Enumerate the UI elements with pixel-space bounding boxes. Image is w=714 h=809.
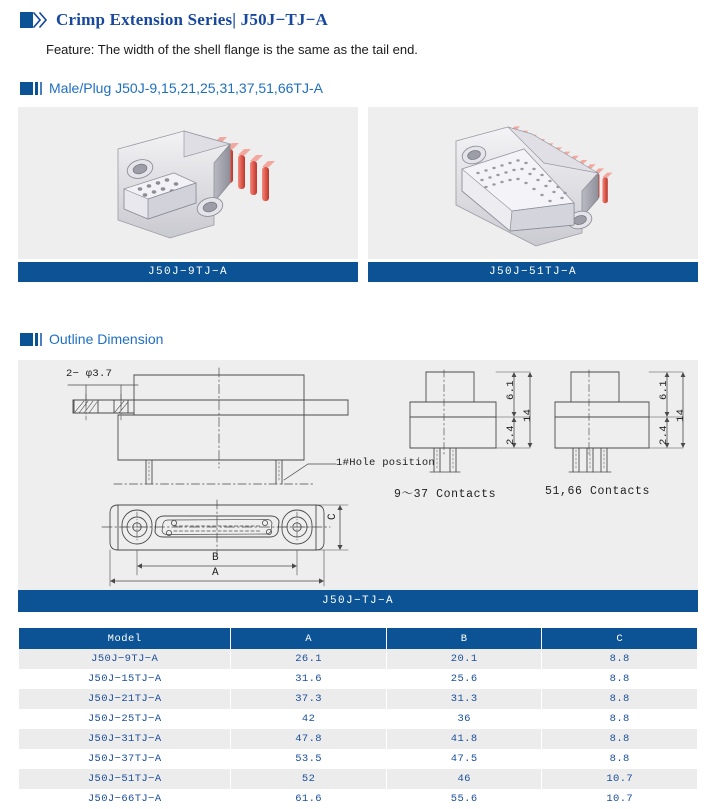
sideview-2-dim-top: 6.1: [658, 380, 670, 400]
drawing-caption: J50J−TJ−A: [18, 590, 698, 612]
sideview-2-dim-total: 14: [675, 408, 687, 422]
cell-model: J50J−21TJ−A: [19, 689, 230, 709]
cell-b: 36: [387, 709, 542, 729]
cell-a: 47.8: [231, 729, 386, 749]
section-marker-icon: [20, 332, 42, 346]
page-title-row: [20, 10, 328, 30]
cell-a: 42: [231, 709, 386, 729]
table-row: [19, 729, 697, 749]
cell-model: J50J−9TJ−A: [19, 649, 230, 669]
product-image-panel-1: [18, 107, 358, 259]
cell-b: 31.3: [387, 689, 542, 709]
cell-model: J50J−31TJ−A: [19, 729, 230, 749]
section-marker-icon: [20, 81, 42, 95]
cell-a: 26.1: [231, 649, 386, 669]
sideview-2-caption: 51,66 Contacts: [545, 485, 651, 498]
dimension-c-label: C: [327, 513, 339, 520]
cell-c: 8.8: [542, 649, 697, 669]
cell-a: 61.6: [231, 789, 386, 809]
table-row: [19, 709, 697, 729]
cell-c: 8.8: [542, 669, 697, 689]
cell-c: 8.8: [542, 749, 697, 769]
cell-model: J50J−66TJ−A: [19, 789, 230, 809]
cell-c: 10.7: [542, 789, 697, 809]
column-header-model: Model: [19, 628, 230, 649]
section-heading-outline: [20, 331, 163, 347]
cell-model: J50J−51TJ−A: [19, 769, 230, 789]
feature-text: Feature: The width of the shell flange is the same as the tail end.: [46, 42, 418, 57]
dimension-b-label: B: [212, 552, 219, 564]
table-row: [19, 689, 697, 709]
page-title: Crimp Extension Series| J50J−TJ−A: [56, 10, 328, 29]
connector-51pin-illustration: [368, 107, 698, 259]
table-row: [19, 769, 697, 789]
hole-position-label: 1#Hole position: [336, 457, 436, 469]
cell-b: 20.1: [387, 649, 542, 669]
product-image-panel-2: [368, 107, 698, 259]
outline-drawing-panel: [18, 360, 698, 590]
section-heading-label: Male/Plug J50J-9,15,21,25,31,37,51,66TJ-A: [49, 80, 323, 96]
table-row: [19, 649, 697, 669]
cell-c: 8.8: [542, 729, 697, 749]
sideview-1-dim-top: 6.1: [505, 380, 517, 400]
product-caption-2: J50J−51TJ−A: [368, 262, 698, 282]
cell-a: 52: [231, 769, 386, 789]
sideview-1-dim-bottom: 2.4: [505, 425, 517, 445]
table-row: [19, 669, 697, 689]
sideview-1-dim-total: 14: [522, 408, 534, 422]
dimension-a-label: A: [212, 567, 219, 579]
outline-drawing: [18, 360, 698, 590]
sideview-1-caption: 9～37 Contacts: [394, 488, 497, 501]
hole-callout-label: 2− φ3.7: [66, 368, 113, 380]
product-caption-1: J50J−9TJ−A: [18, 262, 358, 282]
cell-b: 47.5: [387, 749, 542, 769]
table-header-row: [19, 628, 697, 649]
cell-c: 10.7: [542, 769, 697, 789]
section-heading-male-plug: [20, 80, 323, 96]
cell-b: 55.6: [387, 789, 542, 809]
sideview-2-dim-bottom: 2.4: [658, 425, 670, 445]
table-row: [19, 749, 697, 769]
cell-model: J50J−15TJ−A: [19, 669, 230, 689]
cell-b: 46: [387, 769, 542, 789]
cell-c: 8.8: [542, 689, 697, 709]
column-header-c: C: [542, 628, 697, 649]
column-header-a: A: [231, 628, 386, 649]
cell-a: 53.5: [231, 749, 386, 769]
cell-c: 8.8: [542, 709, 697, 729]
section-heading-label: Outline Dimension: [49, 331, 164, 347]
cell-b: 25.6: [387, 669, 542, 689]
cell-b: 41.8: [387, 729, 542, 749]
title-chevron-icon: [20, 10, 50, 30]
connector-9pin-illustration: [18, 107, 358, 259]
cell-a: 37.3: [231, 689, 386, 709]
cell-model: J50J−37TJ−A: [19, 749, 230, 769]
table-row: [19, 789, 697, 809]
table-body: [19, 649, 697, 809]
dimension-table: [18, 628, 698, 809]
column-header-b: B: [387, 628, 542, 649]
cell-a: 31.6: [231, 669, 386, 689]
cell-model: J50J−25TJ−A: [19, 709, 230, 729]
